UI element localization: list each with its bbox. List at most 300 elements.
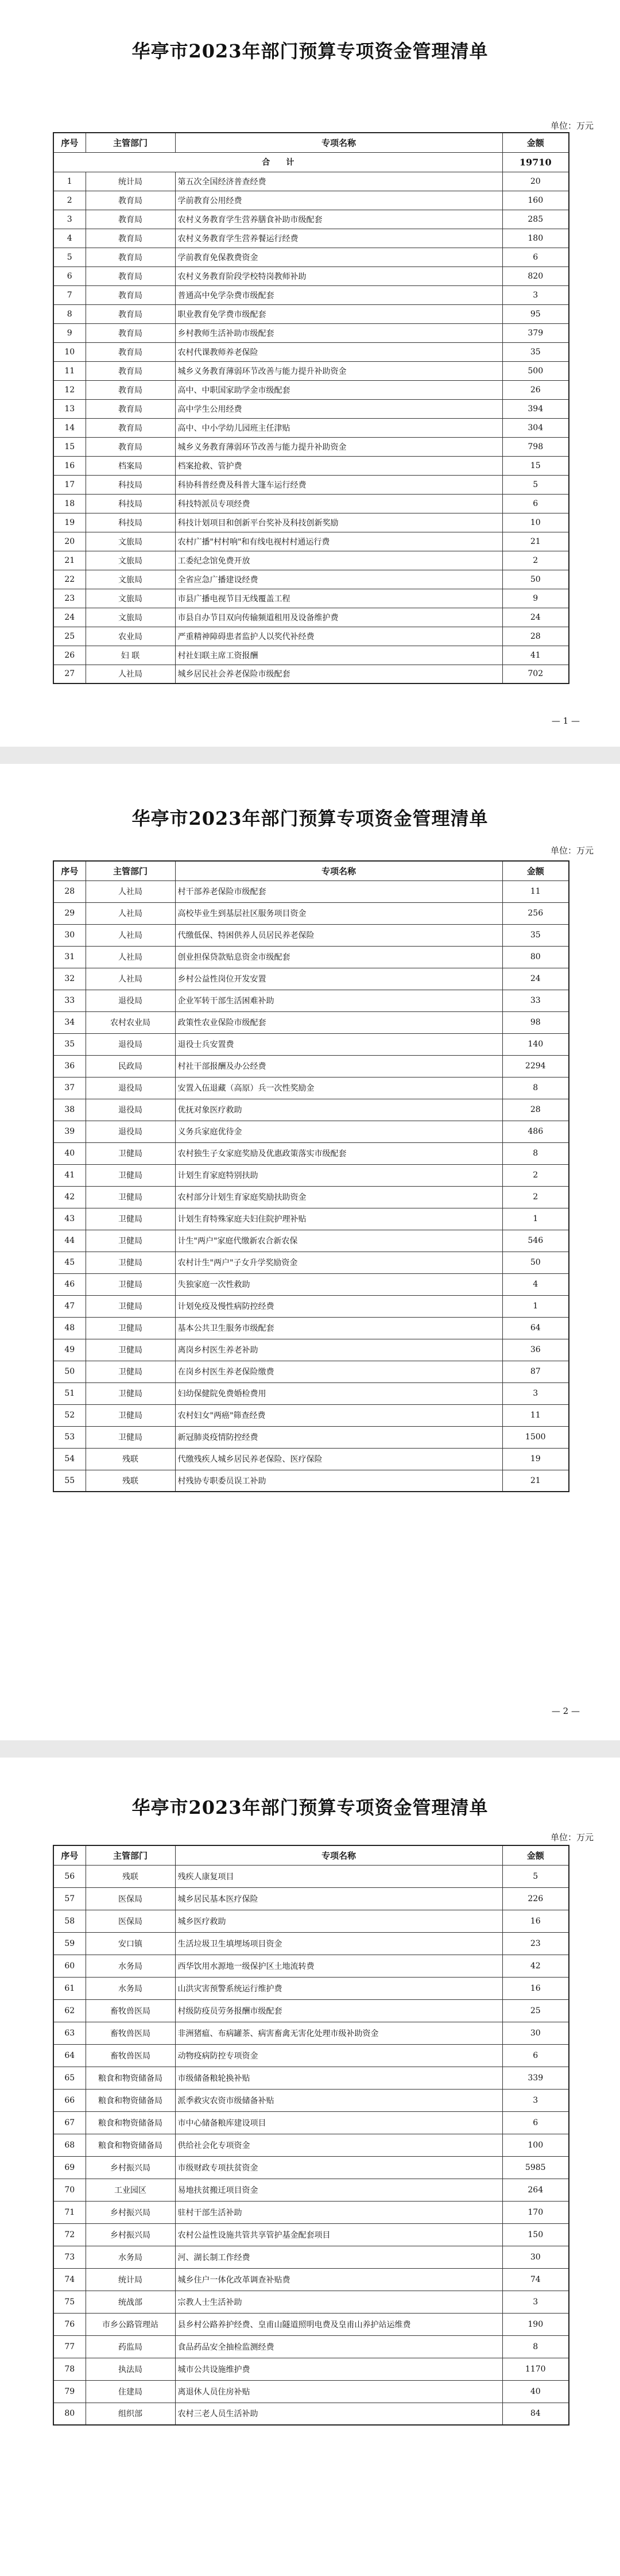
row-item-name: 高中、中职国家助学金市级配套 (175, 380, 502, 399)
row-department: 卫健局 (86, 1426, 175, 1448)
table-row (53, 646, 569, 665)
table-row (53, 229, 569, 248)
page-number: — 1 — (551, 716, 580, 726)
row-amount: 500 (502, 361, 569, 380)
row-item-name: 动物疫病防控专项资金 (175, 2044, 502, 2067)
row-item-name: 离退休人员住房补贴 (175, 2380, 502, 2403)
unit-label: 单位：万元 (550, 845, 594, 856)
row-number: 51 (53, 1382, 86, 1404)
row-number: 80 (53, 2403, 86, 2425)
header-dept: 主管部门 (86, 133, 175, 152)
row-department: 人社局 (86, 902, 175, 924)
row-amount: 9 (502, 589, 569, 608)
row-number: 72 (53, 2223, 86, 2246)
table-row (53, 2201, 569, 2223)
table-row (53, 1865, 569, 1887)
row-amount: 6 (502, 2111, 569, 2134)
table-row (53, 1470, 569, 1492)
table-row (53, 285, 569, 304)
table-row (53, 2089, 569, 2111)
table-row (53, 2067, 569, 2089)
row-department: 住建局 (86, 2380, 175, 2403)
table-row (53, 1887, 569, 1910)
row-department: 教育局 (86, 380, 175, 399)
row-item-name: 退役士兵安置费 (175, 1033, 502, 1055)
row-number: 39 (53, 1121, 86, 1142)
table-row (53, 513, 569, 532)
row-number: 32 (53, 968, 86, 990)
row-department: 民政局 (86, 1055, 175, 1077)
row-department: 畜牧兽医局 (86, 1999, 175, 2022)
row-amount: 2 (502, 1186, 569, 1208)
row-number: 42 (53, 1186, 86, 1208)
row-item-name: 市县广播电视节目无线覆盖工程 (175, 589, 502, 608)
row-amount: 5985 (502, 2156, 569, 2179)
row-amount: 3 (502, 2291, 569, 2313)
row-department: 卫健局 (86, 1186, 175, 1208)
row-item-name: 农村部分计划生育家庭奖励扶助资金 (175, 1186, 502, 1208)
table-header-row (53, 1845, 569, 1865)
row-number: 56 (53, 1865, 86, 1887)
row-item-name: 城乡居民社会养老保险市级配套 (175, 665, 502, 683)
row-number: 60 (53, 1955, 86, 1977)
row-department: 残联 (86, 1865, 175, 1887)
row-number: 75 (53, 2291, 86, 2313)
table-row (53, 946, 569, 968)
budget-table (53, 860, 569, 1492)
header-item: 专项名称 (175, 133, 502, 152)
row-amount: 35 (502, 924, 569, 946)
table-row (53, 418, 569, 437)
row-number: 36 (53, 1055, 86, 1077)
row-department: 妇 联 (86, 646, 175, 665)
row-amount: 30 (502, 2246, 569, 2268)
row-item-name: 山洪灾害预警系统运行维护费 (175, 1977, 502, 1999)
table-row (53, 990, 569, 1011)
row-item-name: 城乡居民基本医疗保险 (175, 1887, 502, 1910)
row-department: 卫健局 (86, 1273, 175, 1295)
row-number: 11 (53, 361, 86, 380)
row-amount: 28 (502, 627, 569, 646)
row-department: 退役局 (86, 1077, 175, 1099)
row-item-name: 计划生育家庭特别扶助 (175, 1164, 502, 1186)
table-row (53, 1339, 569, 1361)
row-department: 退役局 (86, 990, 175, 1011)
row-item-name: 代缴低保、特困供养人员居民养老保险 (175, 924, 502, 946)
row-amount: 21 (502, 532, 569, 551)
row-item-name: 科协科普经费及科普大篷车运行经费 (175, 475, 502, 494)
table-row (53, 1033, 569, 1055)
row-number: 44 (53, 1230, 86, 1252)
row-amount: 1170 (502, 2358, 569, 2380)
table-row (53, 2358, 569, 2380)
document-page-2 (0, 764, 620, 1740)
row-item-name: 代缴残疾人城乡居民养老保险、医疗保险 (175, 1448, 502, 1470)
row-amount: 84 (502, 2403, 569, 2425)
row-department: 医保局 (86, 1910, 175, 1932)
table-row (53, 2246, 569, 2268)
row-amount: 2 (502, 551, 569, 570)
row-amount: 21 (502, 1470, 569, 1492)
row-item-name: 农村义务教育阶段学校特岗教师补助 (175, 267, 502, 285)
row-department: 档案局 (86, 456, 175, 475)
row-number: 48 (53, 1317, 86, 1339)
row-number: 12 (53, 380, 86, 399)
row-number: 50 (53, 1361, 86, 1382)
table-row (53, 2223, 569, 2246)
row-department: 农村农业局 (86, 1011, 175, 1033)
row-item-name: 基本公共卫生服务市级配套 (175, 1317, 502, 1339)
row-number: 76 (53, 2313, 86, 2335)
row-number: 33 (53, 990, 86, 1011)
row-number: 35 (53, 1033, 86, 1055)
row-number: 20 (53, 532, 86, 551)
row-item-name: 村干部养老保险市级配套 (175, 880, 502, 902)
row-item-name: 科技特派员专项经费 (175, 494, 502, 513)
row-department: 人社局 (86, 968, 175, 990)
row-amount: 394 (502, 399, 569, 418)
table-row (53, 532, 569, 551)
row-amount: 8 (502, 1142, 569, 1164)
row-amount: 16 (502, 1910, 569, 1932)
row-amount: 74 (502, 2268, 569, 2291)
row-item-name: 河、湖长制工作经费 (175, 2246, 502, 2268)
row-amount: 1 (502, 1295, 569, 1317)
table-row (53, 342, 569, 361)
row-amount: 3 (502, 2089, 569, 2111)
row-number: 65 (53, 2067, 86, 2089)
table-row (53, 1186, 569, 1208)
row-department: 农业局 (86, 627, 175, 646)
table-row (53, 968, 569, 990)
row-item-name: 义务兵家庭优待金 (175, 1121, 502, 1142)
row-department: 教育局 (86, 229, 175, 248)
row-department: 退役局 (86, 1121, 175, 1142)
table-row (53, 1999, 569, 2022)
row-item-name: 新冠肺炎疫情防控经费 (175, 1426, 502, 1448)
row-number: 15 (53, 437, 86, 456)
row-item-name: 全省应急广播建设经费 (175, 570, 502, 589)
row-number: 41 (53, 1164, 86, 1186)
row-amount: 160 (502, 191, 569, 210)
row-amount: 20 (502, 172, 569, 191)
row-department: 教育局 (86, 418, 175, 437)
row-department: 卫健局 (86, 1208, 175, 1230)
total-amount: 19710 (502, 152, 569, 172)
table-row (53, 2156, 569, 2179)
row-item-name: 市县自办节目双向传输频道租用及设备维护费 (175, 608, 502, 627)
row-amount: 28 (502, 1099, 569, 1121)
row-department: 卫健局 (86, 1164, 175, 1186)
row-number: 3 (53, 210, 86, 229)
row-amount: 2 (502, 1164, 569, 1186)
row-department: 粮食和物资储备局 (86, 2089, 175, 2111)
header-dept: 主管部门 (86, 861, 175, 880)
row-amount: 6 (502, 2044, 569, 2067)
row-amount: 23 (502, 1932, 569, 1955)
table-row (53, 2111, 569, 2134)
row-item-name: 农村公益性设施共管共享管护基金配套项目 (175, 2223, 502, 2246)
row-amount: 264 (502, 2179, 569, 2201)
row-item-name: 严重精神障碍患者监护人以奖代补经费 (175, 627, 502, 646)
row-amount: 40 (502, 2380, 569, 2403)
row-department: 教育局 (86, 210, 175, 229)
table-row (53, 1099, 569, 1121)
total-row (53, 152, 569, 172)
row-amount: 87 (502, 1361, 569, 1382)
row-number: 7 (53, 285, 86, 304)
table-row (53, 1404, 569, 1426)
row-item-name: 宗教人士生活补助 (175, 2291, 502, 2313)
row-number: 67 (53, 2111, 86, 2134)
row-number: 77 (53, 2335, 86, 2358)
row-item-name: 市级储备粮轮换补贴 (175, 2067, 502, 2089)
row-number: 31 (53, 946, 86, 968)
row-item-name: 高校毕业生到基层社区服务项目资金 (175, 902, 502, 924)
row-amount: 41 (502, 646, 569, 665)
row-amount: 26 (502, 380, 569, 399)
row-number: 38 (53, 1099, 86, 1121)
row-amount: 33 (502, 990, 569, 1011)
page-number: — 2 — (551, 1706, 580, 1716)
row-item-name: 学前教育免保教费资金 (175, 248, 502, 267)
table-row (53, 1252, 569, 1273)
row-department: 人社局 (86, 880, 175, 902)
row-item-name: 残疾人康复项目 (175, 1865, 502, 1887)
row-item-name: 科技计划项目和创新平台奖补及科技创新奖励 (175, 513, 502, 532)
row-item-name: 优抚对象医疗救助 (175, 1099, 502, 1121)
table-row (53, 1382, 569, 1404)
row-department: 教育局 (86, 285, 175, 304)
row-item-name: 学前教育公用经费 (175, 191, 502, 210)
row-department: 文旅局 (86, 532, 175, 551)
row-department: 安口镇 (86, 1932, 175, 1955)
row-number: 47 (53, 1295, 86, 1317)
row-amount: 24 (502, 968, 569, 990)
row-amount: 1 (502, 1208, 569, 1230)
table-row (53, 323, 569, 342)
row-item-name: 工委纪念馆免费开放 (175, 551, 502, 570)
header-dept: 主管部门 (86, 1845, 175, 1865)
row-number: 1 (53, 172, 86, 191)
row-number: 24 (53, 608, 86, 627)
row-department: 文旅局 (86, 551, 175, 570)
row-item-name: 城乡医疗救助 (175, 1910, 502, 1932)
row-amount: 256 (502, 902, 569, 924)
row-department: 粮食和物资储备局 (86, 2134, 175, 2156)
row-number: 55 (53, 1470, 86, 1492)
row-item-name: 安置入伍退藏（高原）兵一次性奖励金 (175, 1077, 502, 1099)
row-number: 68 (53, 2134, 86, 2156)
table-header-row (53, 861, 569, 880)
row-item-name: 计生"两户"家庭代缴新农合新农保 (175, 1230, 502, 1252)
row-department: 人社局 (86, 665, 175, 683)
row-department: 粮食和物资储备局 (86, 2067, 175, 2089)
row-amount: 180 (502, 229, 569, 248)
row-number: 58 (53, 1910, 86, 1932)
table-row (53, 1121, 569, 1142)
row-number: 27 (53, 665, 86, 683)
row-department: 水务局 (86, 1977, 175, 1999)
table-row (53, 551, 569, 570)
table-row (53, 1164, 569, 1186)
row-amount: 19 (502, 1448, 569, 1470)
row-number: 79 (53, 2380, 86, 2403)
row-number: 23 (53, 589, 86, 608)
row-department: 退役局 (86, 1099, 175, 1121)
table-row (53, 2335, 569, 2358)
row-department: 卫健局 (86, 1252, 175, 1273)
row-amount: 546 (502, 1230, 569, 1252)
row-item-name: 乡村教师生活补助市级配套 (175, 323, 502, 342)
row-number: 34 (53, 1011, 86, 1033)
row-item-name: 供给社会化专项资金 (175, 2134, 502, 2156)
row-amount: 226 (502, 1887, 569, 1910)
table-row (53, 2380, 569, 2403)
row-amount: 5 (502, 475, 569, 494)
row-department: 文旅局 (86, 608, 175, 627)
row-number: 5 (53, 248, 86, 267)
row-amount: 50 (502, 1252, 569, 1273)
row-department: 人社局 (86, 924, 175, 946)
row-item-name: 乡村公益性岗位开发安置 (175, 968, 502, 990)
table-row (53, 1230, 569, 1252)
row-number: 46 (53, 1273, 86, 1295)
row-department: 卫健局 (86, 1361, 175, 1382)
row-department: 教育局 (86, 267, 175, 285)
row-number: 70 (53, 2179, 86, 2201)
row-number: 71 (53, 2201, 86, 2223)
row-number: 26 (53, 646, 86, 665)
row-department: 工业园区 (86, 2179, 175, 2201)
unit-label: 单位：万元 (550, 1832, 594, 1843)
row-department: 卫健局 (86, 1382, 175, 1404)
row-amount: 170 (502, 2201, 569, 2223)
row-number: 4 (53, 229, 86, 248)
row-amount: 5 (502, 1865, 569, 1887)
row-department: 残联 (86, 1470, 175, 1492)
table-header-row (53, 133, 569, 152)
row-amount: 798 (502, 437, 569, 456)
table-row (53, 1055, 569, 1077)
row-number: 54 (53, 1448, 86, 1470)
table-row (53, 1426, 569, 1448)
row-amount: 24 (502, 608, 569, 627)
header-amount: 金额 (502, 1845, 569, 1865)
row-number: 73 (53, 2246, 86, 2268)
table-row (53, 172, 569, 191)
row-amount: 702 (502, 665, 569, 683)
row-department: 卫健局 (86, 1295, 175, 1317)
row-number: 17 (53, 475, 86, 494)
row-number: 64 (53, 2044, 86, 2067)
row-department: 教育局 (86, 399, 175, 418)
table-row (53, 2022, 569, 2044)
total-label: 合 计 (53, 152, 502, 172)
row-number: 19 (53, 513, 86, 532)
header-item: 专项名称 (175, 1845, 502, 1865)
row-number: 45 (53, 1252, 86, 1273)
row-item-name: 城市公共设施维护费 (175, 2358, 502, 2380)
row-department: 人社局 (86, 946, 175, 968)
row-item-name: 高中、中小学幼儿园班主任津贴 (175, 418, 502, 437)
unit-label: 单位：万元 (550, 121, 594, 131)
row-item-name: 西华饮用水源地一级保护区土地流转费 (175, 1955, 502, 1977)
row-item-name: 村残协专职委员误工补助 (175, 1470, 502, 1492)
row-number: 59 (53, 1932, 86, 1955)
table-row (53, 456, 569, 475)
row-number: 6 (53, 267, 86, 285)
row-department: 教育局 (86, 361, 175, 380)
header-no: 序号 (53, 133, 86, 152)
row-number: 16 (53, 456, 86, 475)
table-row (53, 627, 569, 646)
table-row (53, 2291, 569, 2313)
row-amount: 64 (502, 1317, 569, 1339)
row-amount: 35 (502, 342, 569, 361)
row-number: 40 (53, 1142, 86, 1164)
row-item-name: 农村计生"两户"子女升学奖励资金 (175, 1252, 502, 1273)
row-number: 78 (53, 2358, 86, 2380)
row-item-name: 城乡义务教育薄弱环节改善与能力提升补助资金 (175, 437, 502, 456)
table-row (53, 1208, 569, 1230)
table-row (53, 1932, 569, 1955)
row-item-name: 村社干部报酬及办公经费 (175, 1055, 502, 1077)
row-amount: 11 (502, 1404, 569, 1426)
row-number: 21 (53, 551, 86, 570)
row-amount: 3 (502, 285, 569, 304)
row-number: 13 (53, 399, 86, 418)
row-item-name: 档案抢救、管护费 (175, 456, 502, 475)
row-department: 卫健局 (86, 1404, 175, 1426)
row-number: 37 (53, 1077, 86, 1099)
row-number: 18 (53, 494, 86, 513)
row-department: 卫健局 (86, 1230, 175, 1252)
table-row (53, 1955, 569, 1977)
row-department: 粮食和物资储备局 (86, 2111, 175, 2134)
header-no: 序号 (53, 861, 86, 880)
row-department: 组织部 (86, 2403, 175, 2425)
row-item-name: 城乡义务教育薄弱环节改善与能力提升补助资金 (175, 361, 502, 380)
row-department: 教育局 (86, 191, 175, 210)
row-number: 66 (53, 2089, 86, 2111)
table-row (53, 570, 569, 589)
table-row (53, 1361, 569, 1382)
row-number: 29 (53, 902, 86, 924)
row-department: 退役局 (86, 1033, 175, 1055)
row-amount: 4 (502, 1273, 569, 1295)
row-department: 文旅局 (86, 589, 175, 608)
table-row (53, 248, 569, 267)
row-amount: 379 (502, 323, 569, 342)
row-department: 统计局 (86, 2268, 175, 2291)
page-title: 华亭市2023年部门预算专项资金管理清单 (131, 808, 489, 829)
row-number: 25 (53, 627, 86, 646)
row-item-name: 企业军转干部生活困难补助 (175, 990, 502, 1011)
row-number: 9 (53, 323, 86, 342)
row-number: 22 (53, 570, 86, 589)
table-row (53, 304, 569, 323)
row-amount: 98 (502, 1011, 569, 1033)
row-item-name: 失独家庭一次性救助 (175, 1273, 502, 1295)
row-item-name: 计划生育特殊家庭夫妇住院护理补贴 (175, 1208, 502, 1230)
row-department: 医保局 (86, 1887, 175, 1910)
row-department: 文旅局 (86, 570, 175, 589)
row-amount: 2294 (502, 1055, 569, 1077)
row-item-name: 妇幼保健院免费婚检费用 (175, 1382, 502, 1404)
table-row (53, 267, 569, 285)
table-row (53, 380, 569, 399)
